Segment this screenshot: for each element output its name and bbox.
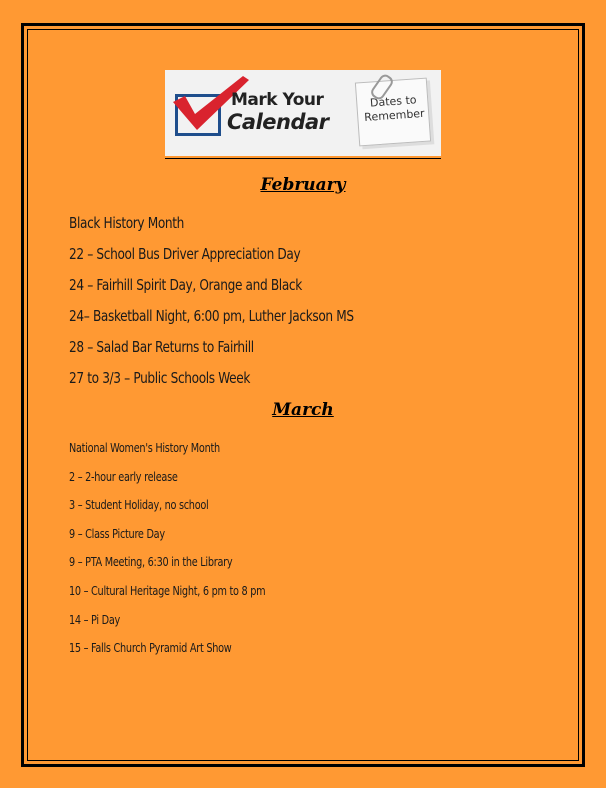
logo-line-1: Mark Your — [231, 90, 324, 110]
list-item: 2 – 2-hour early release — [69, 469, 178, 484]
sticky-note — [355, 78, 431, 147]
logo-underline — [165, 158, 441, 159]
february-list — [69, 213, 385, 399]
list-item: 15 – Falls Church Pyramid Art Show — [69, 641, 232, 656]
list-item: 9 – PTA Meeting, 6:30 in the Library — [69, 555, 233, 570]
mark-your-calendar-logo — [165, 70, 441, 156]
march-heading: March — [272, 400, 334, 420]
logo-line-2: Calendar — [227, 110, 329, 134]
list-item: 10 – Cultural Heritage Night, 6 pm to 8 pm — [69, 583, 266, 598]
march-list — [69, 440, 287, 669]
list-item: 9 – Class Picture Day — [69, 526, 165, 541]
list-item: 24 – Fairhill Spirit Day, Orange and Black — [69, 276, 302, 294]
list-item: 14 – Pi Day — [69, 612, 121, 627]
list-item: 22 – School Bus Driver Appreciation Day — [69, 245, 301, 263]
february-heading: February — [260, 175, 346, 195]
list-item: 24– Basketball Night, 6:00 pm, Luther Jackson MS — [69, 307, 354, 325]
list-item: 27 to 3/3 – Public Schools Week — [69, 369, 251, 387]
list-item: National Women's History Month — [69, 441, 220, 455]
list-item: 3 – Student Holiday, no school — [69, 498, 209, 513]
note-text: Dates to Remember — [363, 93, 426, 124]
list-item: Black History Month — [69, 214, 185, 232]
list-item: 28 – Salad Bar Returns to Fairhill — [69, 338, 254, 356]
